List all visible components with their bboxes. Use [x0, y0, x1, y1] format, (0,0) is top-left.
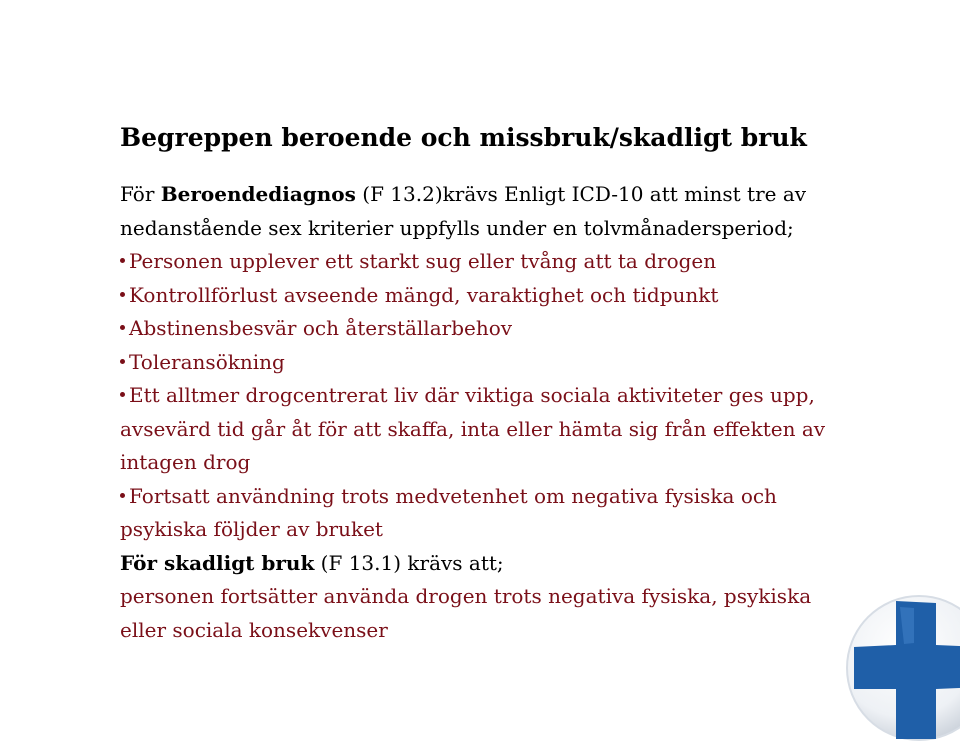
- intro-line-1: [120, 178, 850, 212]
- criterion-text: Abstinensbesvär och återställarbehov: [129, 316, 513, 340]
- criterion-5-line-3: intagen drog: [120, 450, 251, 474]
- intro-after-term: (F 13.2)krävs Enligt ICD-10 att minst tre av: [355, 182, 807, 206]
- criterion-text: Kontrollförlust avseende mängd, varaktighet och tidpunkt: [129, 282, 719, 307]
- bullet-icon: [120, 379, 129, 413]
- blue-cross-badge-icon: [844, 593, 960, 743]
- criterion-5: [120, 379, 850, 413]
- bullet-icon: [120, 245, 129, 279]
- criteria-list: [120, 245, 850, 547]
- criterion-3: [120, 312, 850, 346]
- bullet-icon: [120, 346, 129, 380]
- bullet-icon: [120, 480, 129, 514]
- bullet-icon: [120, 279, 129, 313]
- criterion-text: Toleransökning: [129, 349, 285, 374]
- slide-body: [120, 178, 850, 647]
- intro-term: Beroendediagnos: [160, 182, 356, 206]
- harmful-use-after-term: (F 13.1) krävs att;: [314, 550, 504, 575]
- criterion-2: [120, 279, 850, 313]
- criterion-1: [120, 245, 850, 279]
- criterion-6: [120, 480, 850, 514]
- intro-line-2: nedanstående sex kriterier uppfylls under en tolvmånadersperiod;: [120, 215, 794, 240]
- criterion-6-line-2: psykiska följder av bruket: [120, 517, 383, 541]
- criterion-5-line-2: avsevärd tid går åt för att skaffa, inta eller hämta sig från effekten av: [120, 416, 826, 441]
- slide-title: Begreppen beroende och missbruk/skadligt bruk: [120, 123, 807, 152]
- harmful-use-term: För skadligt bruk: [120, 550, 315, 575]
- criterion-text: Ett alltmer drogcentrerat liv där viktiga sociala aktiviteter ges upp,: [129, 383, 815, 407]
- harmful-use-heading: [120, 547, 850, 581]
- bullet-icon: [120, 312, 129, 346]
- criterion-4: [120, 346, 850, 380]
- criterion-text: Fortsatt användning trots medvetenhet om negativa fysiska och: [129, 483, 777, 508]
- intro-prefix: För: [120, 182, 161, 206]
- criterion-text: Personen upplever ett starkt sug eller tvång att ta drogen: [129, 249, 717, 273]
- harmful-use-line-1: personen fortsätter använda drogen trots negativa fysiska, psykiska: [120, 584, 812, 608]
- harmful-use-line-2: eller sociala konsekvenser: [120, 617, 388, 642]
